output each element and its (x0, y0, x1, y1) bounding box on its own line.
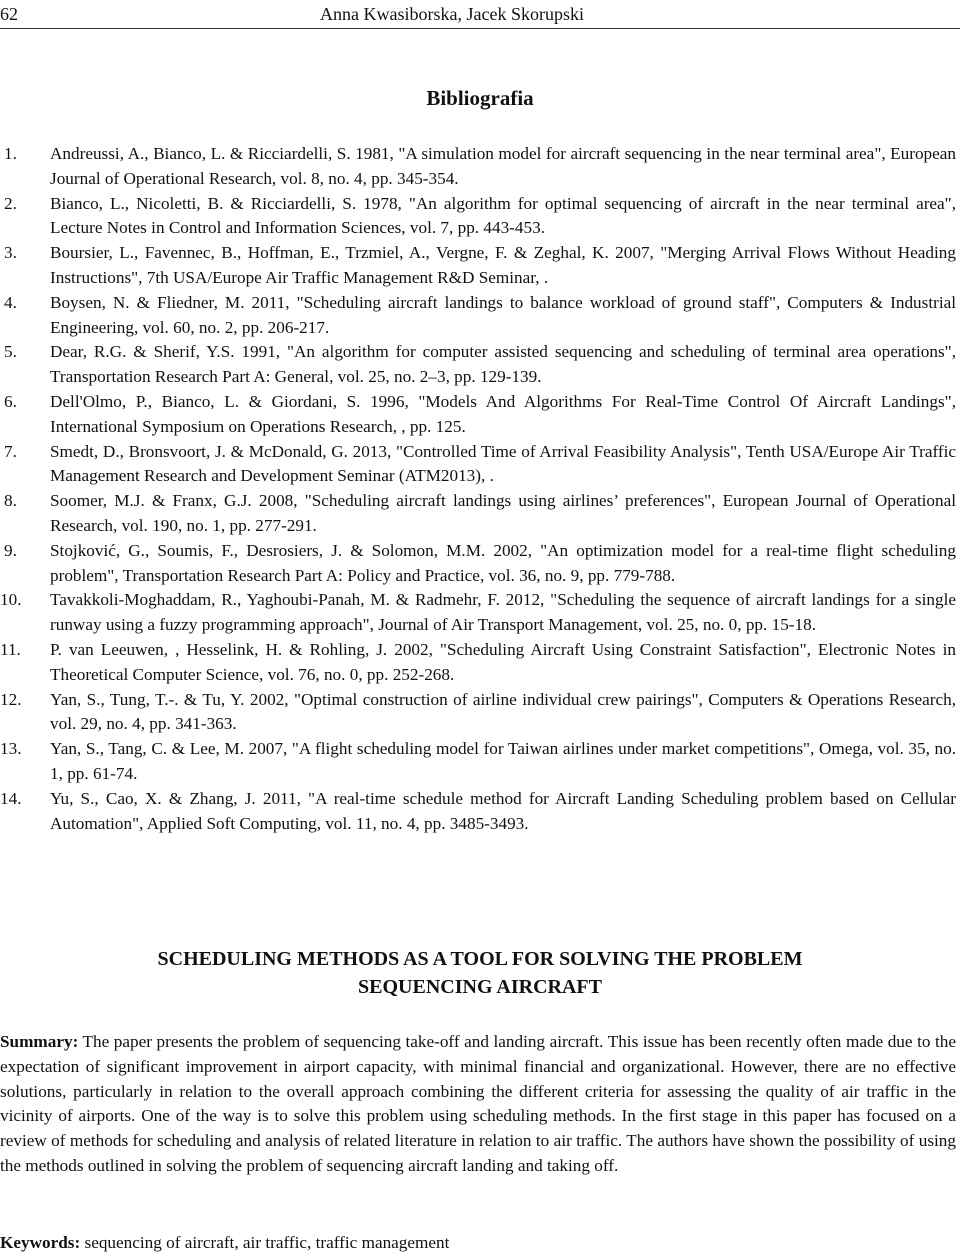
reference-number: 8. (4, 491, 17, 511)
summary-paragraph (0, 1030, 956, 1179)
reference-text: Tavakkoli-Moghaddam, R., Yaghoubi-Panah, M. & Radmehr, F. 2012, "Scheduling the sequence of aircraft landings for a single runway using a fuzzy programming approach", Journal of Air Transport Management, vol. 25, no. 0, pp. 15-18. (50, 590, 956, 635)
english-title-line-2: SEQUENCING AIRCRAFT (358, 976, 602, 998)
keywords-line (0, 1231, 956, 1256)
reference-text: Stojković, G., Soumis, F., Desrosiers, J. & Solomon, M.M. 2002, "An optimization model for a real-time flight scheduling problem", Transportation Research Part A: Policy and Practice, vol. 36, no. 9, pp. 779-788. (50, 540, 956, 585)
reference-text: Dell'Olmo, P., Bianco, L. & Giordani, S. 1996, "Models And Algorithms For Real-Time Control Of Aircraft Landings", International Symposium on Operations Research, , pp. 125. (50, 391, 956, 436)
reference-text: Yu, S., Cao, X. & Zhang, J. 2011, "A real-time schedule method for Aircraft Landing Scheduling problem based on Cellular Automation", Applied Soft Computing, vol. 11, no. 4, pp. 3485-3493. (50, 788, 956, 833)
reference-item (0, 241, 956, 291)
english-title (0, 945, 960, 1001)
reference-item (0, 340, 956, 390)
bibliography-heading: Bibliografia (426, 86, 534, 110)
reference-number: 4. (4, 292, 17, 312)
header-authors: Anna Kwasiborska, Jacek Skorupski (320, 4, 584, 24)
reference-number: 11. (0, 639, 21, 659)
reference-number: 1. (4, 144, 17, 163)
reference-text: Boursier, L., Favennec, B., Hoffman, E., Trzmiel, A., Vergne, F. & Zeghal, K. 2007, "Merging Arrival Flows Without Heading Instructions", 7th USA/Europe Air Traffic Management R&D Seminar, . (50, 243, 956, 287)
reference-item (0, 737, 956, 787)
reference-number: 2. (4, 193, 17, 213)
reference-list (0, 142, 956, 836)
reference-number: 12. (0, 689, 22, 709)
reference-item (0, 787, 956, 837)
page-number: 62 (0, 4, 18, 24)
reference-item (0, 688, 956, 738)
reference-text: Dear, R.G. & Sherif, Y.S. 1991, "An algorithm for computer assisted sequencing and scheduling of terminal area operations", Transportation Research Part A: General, vol. 25, no. 2–3, pp. 129-139. (50, 342, 956, 387)
reference-item (0, 489, 956, 539)
reference-number: 3. (4, 243, 17, 263)
keywords-label: Keywords: (0, 1233, 81, 1252)
reference-text: Bianco, L., Nicoletti, B. & Ricciardelli, S. 1978, "An algorithm for optimal sequencing of aircraft in the near terminal area", Lecture Notes in Control and Information Sciences, vol. 7, pp. 443-453. (50, 193, 956, 238)
reference-text: Andreussi, A., Bianco, L. & Ricciardelli, S. 1981, "A simulation model for aircraft sequencing in the near terminal area", European Journal of Operational Research, vol. 8, no. 4, pp. 345-354. (50, 144, 956, 188)
reference-item (0, 440, 956, 490)
reference-item (0, 638, 956, 688)
reference-item (0, 390, 956, 440)
reference-number: 6. (4, 391, 17, 411)
reference-text: Soomer, M.J. & Franx, G.J. 2008, "Scheduling aircraft landings using airlines’ preferences", European Journal of Operational Research, vol. 190, no. 1, pp. 277-291. (50, 491, 956, 535)
english-title-line-1: SCHEDULING METHODS AS A TOOL FOR SOLVING THE PROBLEM (157, 948, 803, 970)
reference-text: Smedt, D., Bronsvoort, J. & McDonald, G. 2013, "Controlled Time of Arrival Feasibility Analysis", Tenth USA/Europe Air Traffic Management Research and Development Seminar (ATM2013), . (50, 441, 956, 486)
reference-number: 13. (0, 739, 22, 759)
keywords-text: sequencing of aircraft, air traffic, traffic management (80, 1233, 450, 1252)
summary-text: The paper presents the problem of sequencing take-off and landing aircraft. This issue has been recently often made due to the expectation of significant improvement in airport capacity, with minimal financial and organizational. However, there are no effective solutions, particularly in relation to the overall approach combining the different criteria for assessing the quality of air traffic in the vicinity of airports. One of the way is to solve this problem using scheduling methods. In the first stage in this paper has focused on a review of methods for scheduling and analysis of related literature in relation to air traffic. The authors have shown the possibility of using the methods outlined in solving the problem of sequencing aircraft landing and taking off. (0, 1032, 956, 1175)
reference-number: 5. (4, 342, 17, 362)
reference-number: 10. (0, 590, 22, 610)
reference-number: 7. (4, 441, 17, 461)
reference-item (0, 588, 956, 638)
reference-item (0, 539, 956, 589)
reference-number: 9. (4, 540, 17, 560)
reference-text: Yan, S., Tang, C. & Lee, M. 2007, "A flight scheduling model for Taiwan airlines under market competitions", Omega, vol. 35, no. 1, pp. 61-74. (50, 739, 956, 783)
reference-item (0, 142, 956, 192)
reference-text: P. van Leeuwen, , Hesselink, H. & Rohling, J. 2002, "Scheduling Aircraft Using Constraint Satisfaction", Electronic Notes in Theoretical Computer Science, vol. 76, no. 0, pp. 252-268. (50, 639, 956, 684)
reference-text: Boysen, N. & Fliedner, M. 2011, "Scheduling aircraft landings to balance workload of ground staff", Computers & Industrial Engineering, vol. 60, no. 2, pp. 206-217. (50, 292, 956, 337)
reference-text: Yan, S., Tung, T.-. & Tu, Y. 2002, "Optimal construction of airline individual crew pairings", Computers & Operations Research, vol. 29, no. 4, pp. 341-363. (50, 689, 956, 734)
reference-number: 14. (0, 788, 22, 808)
reference-item (0, 192, 956, 242)
reference-item (0, 291, 956, 341)
running-header (0, 0, 960, 29)
summary-label: Summary: (0, 1032, 79, 1051)
